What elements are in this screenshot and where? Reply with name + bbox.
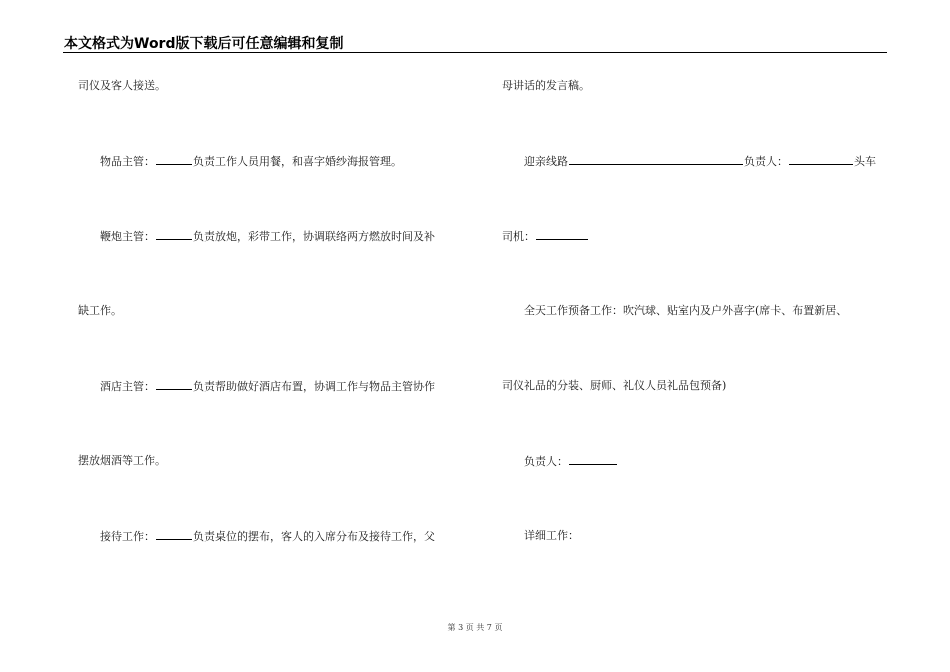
right-line-5: 司仪礼品的分装、厨师、礼仪人员礼品包预备) — [502, 379, 727, 392]
item-label-firecrackers: 鞭炮主管： — [100, 230, 155, 243]
item-desc-firecrackers: 负责放炮，彩带工作，协调联络两方燃放时间及补 — [193, 230, 435, 243]
left-line-6: 摆放烟酒等工作。 — [78, 454, 166, 467]
person-in-charge-label: 负责人： — [524, 455, 568, 468]
left-line-5 — [100, 379, 435, 394]
page-number: 第 3 页 共 7 页 — [447, 623, 503, 632]
item-desc-reception: 负责桌位的摆布，客人的入席分布及接待工作，父 — [193, 530, 435, 543]
driver-label: 司机： — [502, 230, 535, 243]
item-desc-hotel: 负责帮助做好酒店布置，协调工作与物品主管协作 — [193, 380, 435, 393]
left-line-7 — [100, 529, 435, 544]
left-line-2 — [100, 154, 402, 169]
item-desc-supplies: 负责工作人员用餐，和喜字婚纱海报管理。 — [193, 155, 402, 168]
fill-blank — [569, 154, 743, 165]
fill-blank — [156, 379, 192, 390]
right-line-1: 母讲话的发言稿。 — [502, 79, 590, 92]
item-label-reception: 接待工作： — [100, 530, 155, 543]
route-label: 迎亲线路 — [524, 155, 568, 168]
fill-blank — [156, 529, 192, 540]
item-label-supplies: 物品主管： — [100, 155, 155, 168]
right-line-4: 全天工作预备工作：吹汽球、贴室内及户外喜字(席卡、布置新居、 — [524, 304, 848, 317]
left-line-4: 缺工作。 — [78, 304, 122, 317]
lead-car-label: 头车 — [854, 155, 876, 168]
right-line-7: 详细工作： — [524, 529, 579, 542]
fill-blank — [569, 454, 617, 465]
fill-blank — [156, 154, 192, 165]
document-header-title: 本文格式为Word版下载后可任意编辑和复制 — [64, 36, 344, 52]
right-line-2 — [524, 154, 876, 169]
right-line-6 — [524, 454, 618, 469]
item-label-hotel: 酒店主管： — [100, 380, 155, 393]
left-line-1: 司仪及客人接送。 — [78, 79, 166, 92]
fill-blank — [536, 229, 588, 240]
fill-blank — [156, 229, 192, 240]
fill-blank — [789, 154, 853, 165]
left-line-3 — [100, 229, 435, 244]
header-divider — [63, 52, 887, 53]
right-line-3 — [502, 229, 589, 244]
person-in-charge-label: 负责人： — [744, 155, 788, 168]
